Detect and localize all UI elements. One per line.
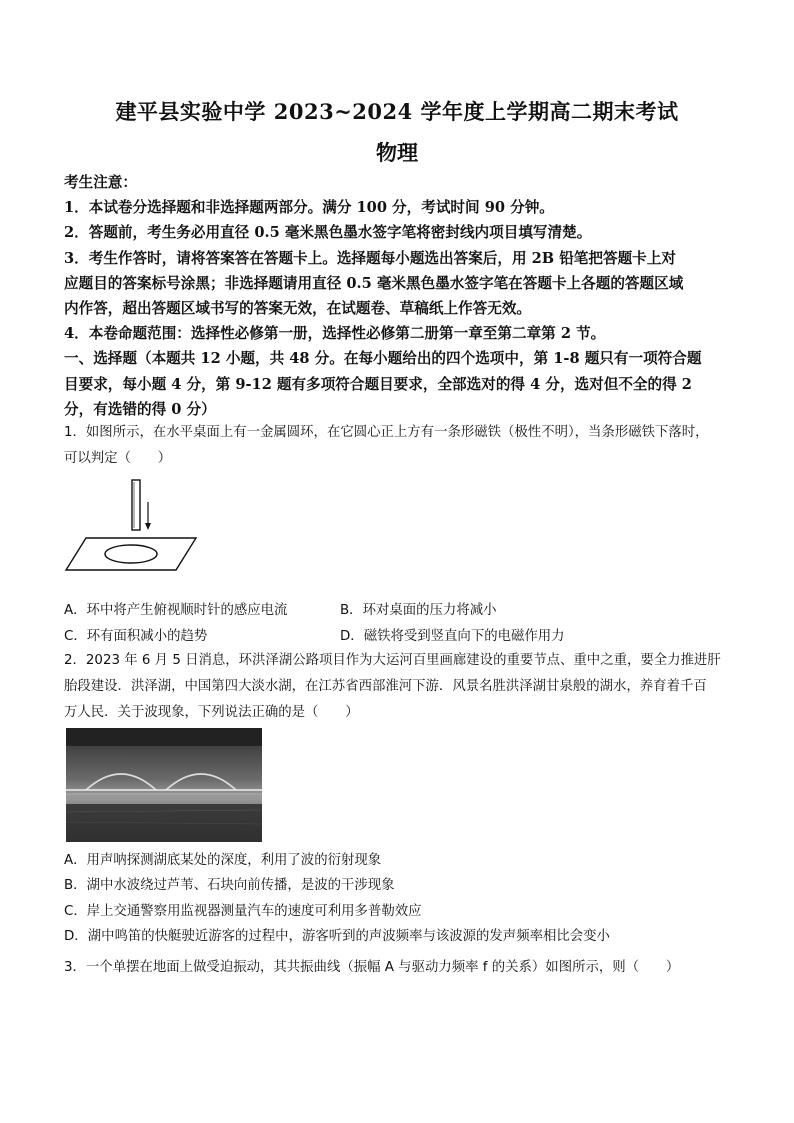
question-2 xyxy=(64,648,744,726)
question-3-stem: 3．一个单摆在地面上做受迫振动，其共振曲线（振幅 A 与驱动力频率 f 的关系）如图所示，则（ ） xyxy=(64,960,680,975)
question-1-stem: 可以判定（ ） xyxy=(64,451,172,466)
magnet-ring-figure xyxy=(64,474,204,574)
notice-item: 3．考生作答时，请将答案答在答题卡上。选择题每小题选出答案后，用 2B 铅笔把答题卡上对 xyxy=(64,249,676,267)
question-2-stem: 胎段建设．洪泽湖，中国第四大淡水湖，在江苏省西部淮河下游．风景名胜洪泽湖甘泉般的湖水，养育着千百 xyxy=(64,679,707,694)
option-a: A．环中将产生俯视顺时针的感应电流 xyxy=(64,603,288,618)
question-1-stem: 1．如图所示，在水平桌面上有一金属圆环，在它圆心正上方有一条形磁铁（极性不明），当条形磁铁下落时， xyxy=(64,425,709,440)
option-c: C．岸上交通警察用监视器测量汽车的速度可利用多普勒效应 xyxy=(64,903,422,919)
notice-block xyxy=(64,170,734,422)
question-2-stem: 万人民．关于波现象，下列说法正确的是（ ） xyxy=(64,705,359,720)
section-heading: 分，有选错的得 0 分） xyxy=(64,400,216,418)
table-plane xyxy=(66,538,196,570)
option-b: B．环对桌面的压力将减小 xyxy=(340,603,497,618)
notice-item: 2．答题前，考生务必用直径 0.5 毫米黑色墨水签字笔将密封线内项目填写清楚。 xyxy=(64,224,592,242)
question-2-options xyxy=(64,848,754,949)
question-2-stem: 2．2023 年 6 月 5 日消息，环洪泽湖公路项目作为大运河百里画廊建设的重要节点、重中之重，要全力推进肝 xyxy=(64,653,721,668)
option-d: D．磁铁将受到竖直向下的电磁作用力 xyxy=(340,629,565,644)
exam-title: 建平县实验中学 2023~2024 学年度上学期高二期末考试 xyxy=(115,99,679,124)
notice-item: 4．本卷命题范围：选择性必修第一册，选择性必修第二册第一章至第二章第 2 节。 xyxy=(64,325,606,343)
notice-item: 内作答，超出答题区域书写的答案无效，在试题卷、草稿纸上作答无效。 xyxy=(64,300,532,318)
notice-heading: 考生注意： xyxy=(64,174,137,191)
option-a: A．用声呐探测湖底某处的深度，利用了波的衍射现象 xyxy=(64,853,382,868)
bar-magnet xyxy=(132,480,140,530)
option-d: D．湖中鸣笛的快艇驶近游客的过程中，游客听到的声波频率与该波源的发声频率相比会变小 xyxy=(64,928,610,944)
question-3 xyxy=(64,955,744,981)
option-c: C．环有面积减小的趋势 xyxy=(64,629,208,644)
notice-item: 应题目的答案标号涂黑；非选择题请用直径 0.5 毫米黑色墨水签字笔在答题卡上各题的答题区域 xyxy=(64,274,684,292)
section-heading: 一、选择题（本题共 12 小题，共 48 分。在每小题给出的四个选项中，第 1-8 题只有一项符合题 xyxy=(64,350,702,368)
question-1 xyxy=(64,420,744,472)
exam-subject: 物理 xyxy=(376,140,418,165)
question-1-options xyxy=(64,598,744,650)
lake-bridge-photo xyxy=(66,728,262,842)
option-b: B．湖中水波绕过芦苇、石块向前传播，是波的干涉现象 xyxy=(64,878,395,894)
notice-item: 1．本试卷分选择题和非选择题两部分。满分 100 分，考试时间 90 分钟。 xyxy=(64,199,554,217)
section-heading: 目要求，每小题 4 分，第 9-12 题有多项符合题目要求，全部选对的得 4 分，选对但不全的得 2 xyxy=(64,375,692,393)
